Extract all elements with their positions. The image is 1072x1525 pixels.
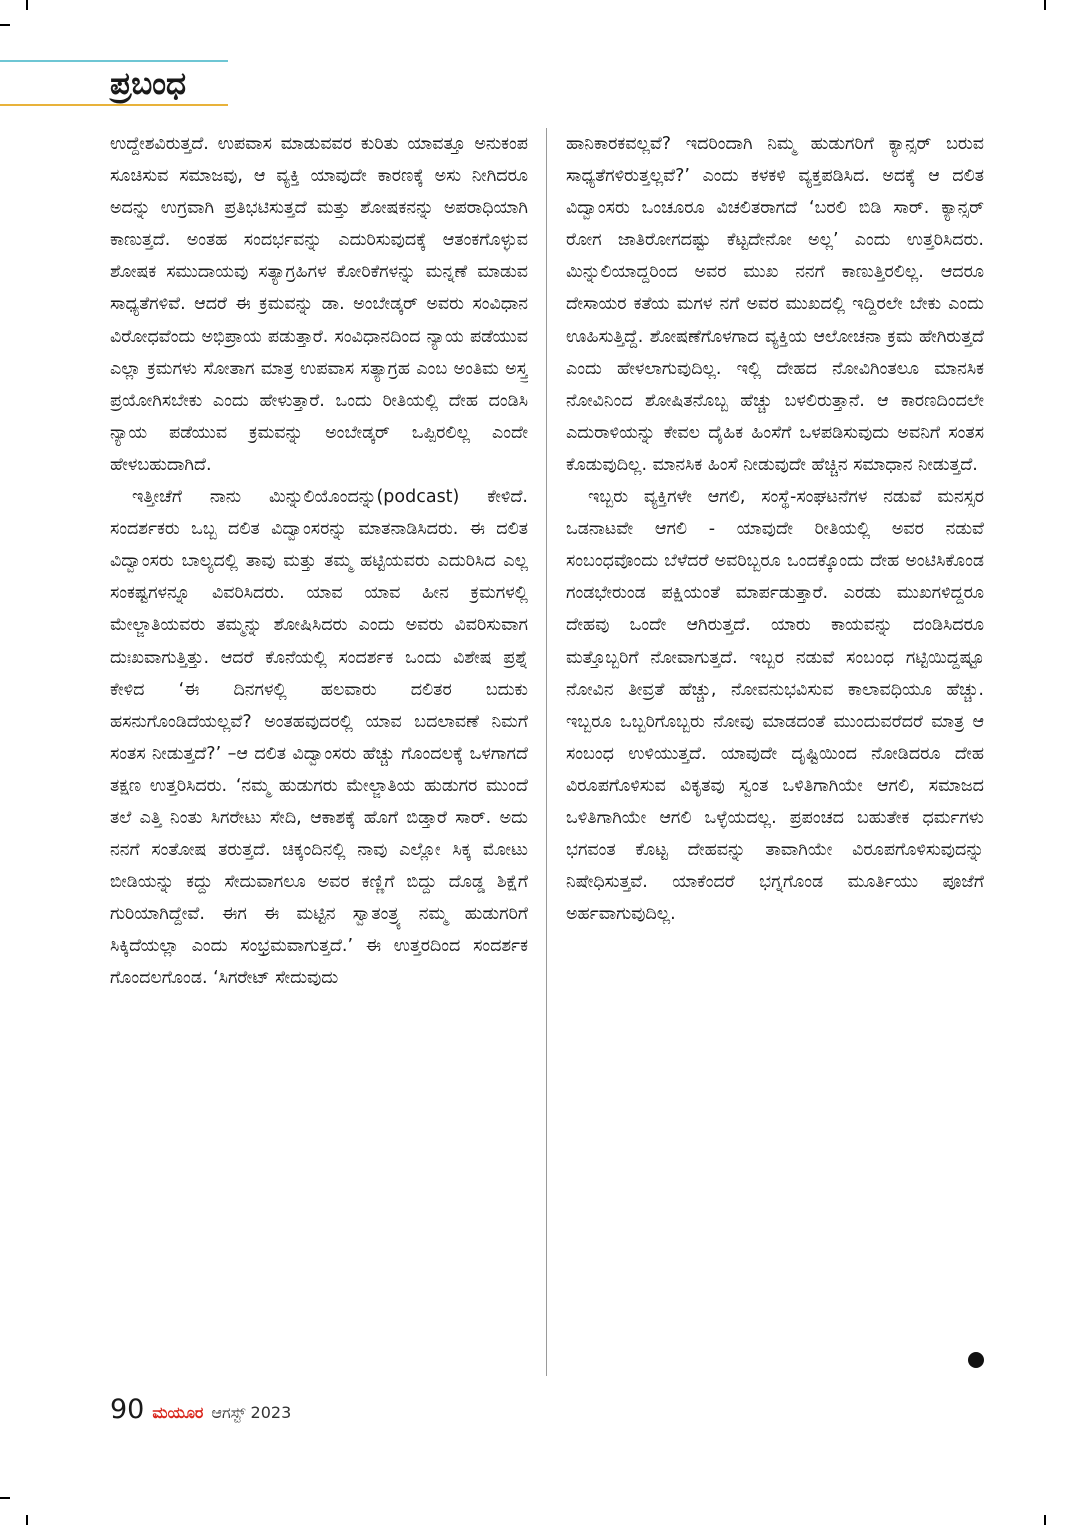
article-end-bullet-icon bbox=[968, 1352, 984, 1368]
article-paragraph: ಇಬ್ಬರು ವ್ಯಕ್ತಿಗಳೇ ಆಗಲಿ, ಸಂಸ್ಥೆ-ಸಂಘಟನೆಗಳ ನಡುವೆ ಮನಸ್ಸರ ಒಡನಾಟವೇ ಆಗಲಿ - ಯಾವುದೇ ರೀತಿಯಲ್ಲಿ ಅವರ ನಡುವೆ ಸಂಬಂಧವೊಂದು ಬೆಳೆದರೆ ಅವರಿಬ್ಬರೂ ಒಂದಕ್ಕೊಂದು ದೇಹ ಅಂಟಿಸಿಕೊಂಡ ಗಂಡಭೇರುಂಡ ಪಕ್ಷಿಯಂತೆ ಮಾರ್ಪಡುತ್ತಾರೆ. ಎರಡು ಮುಖಗಳಿದ್ದರೂ ದೇಹವು ಒಂದೇ ಆಗಿರುತ್ತದೆ. ಯಾರು ಕಾಯವನ್ನು ದಂಡಿಸಿದರೂ ಮತ್ತೊಬ್ಬರಿಗೆ ನೋವಾಗುತ್ತದೆ. ಇಬ್ಬರ ನಡುವೆ ಸಂಬಂಧ ಗಟ್ಟಿಯಿದ್ದಷ್ಟೂ ನೋವಿನ ತೀವ್ರತೆ ಹೆಚ್ಚು, ನೋವನುಭವಿಸುವ ಕಾಲಾವಧಿಯೂ ಹೆಚ್ಚು. ಇಬ್ಬರೂ ಒಬ್ಬರಿಗೊಬ್ಬರು ನೋವು ಮಾಡದಂತೆ ಮುಂದುವರೆದರೆ ಮಾತ್ರ ಆ ಸಂಬಂಧ ಉಳಿಯುತ್ತದೆ. ಯಾವುದೇ ದೃಷ್ಟಿಯಿಂದ ನೋಡಿದರೂ ದೇಹ ವಿರೂಪಗೊಳಿಸುವ ವಿಕೃತವು ಸ್ವಂತ ಒಳಿತಿಗಾಗಿಯೇ ಆಗಲಿ, ಸಮಾಜದ ಒಳಿತಿಗಾಗಿಯೇ ಆಗಲಿ ಒಳ್ಳೆಯದಲ್ಲ. ಪ್ರಪಂಚದ ಬಹುತೇಕ ಧರ್ಮಗಳು ಭಗವಂತ ಕೊಟ್ಟ ದೇಹವನ್ನು ತಾವಾಗಿಯೇ ವಿರೂಪಗೊಳಿಸುವುದನ್ನು ನಿಷೇಧಿಸುತ್ತವೆ. ಯಾಕೆಂದರೆ ಭಗ್ನಗೊಂಡ ಮೂರ್ತಿಯು ಪೂಜೆಗೆ ಅರ್ಹವಾಗುವುದಿಲ್ಲ. bbox=[566, 487, 984, 925]
page-number: 90 bbox=[110, 1394, 145, 1425]
header-rule-bottom bbox=[0, 104, 228, 106]
crop-mark bbox=[26, 0, 28, 10]
section-title: ಪ್ರಬಂಧ bbox=[110, 66, 186, 102]
page-footer bbox=[110, 1394, 291, 1428]
article-column-left bbox=[110, 128, 528, 1390]
column-divider bbox=[546, 128, 547, 1376]
article-column-right bbox=[566, 128, 984, 1390]
issue-date: ಆಗಸ್ಟ್ 2023 bbox=[211, 1403, 292, 1422]
crop-mark bbox=[1044, 1515, 1046, 1525]
article-paragraph: ಉದ್ದೇಶವಿರುತ್ತದೆ. ಉಪವಾಸ ಮಾಡುವವರ ಕುರಿತು ಯಾವತ್ತೂ ಅನುಕಂಪ ಸೂಚಿಸುವ ಸಮಾಜವು, ಆ ವ್ಯಕ್ತಿ ಯಾವುದೇ ಕಾರಣಕ್ಕೆ ಅಸು ನೀಗಿದರೂ ಅದನ್ನು ಉಗ್ರವಾಗಿ ಪ್ರತಿಭಟಿಸುತ್ತದೆ ಮತ್ತು ಶೋಷಕನನ್ನು ಅಪರಾಧಿಯಾಗಿ ಕಾಣುತ್ತದೆ. ಅಂತಹ ಸಂದರ್ಭವನ್ನು ಎದುರಿಸುವುದಕ್ಕೆ ಆತಂಕಗೊಳ್ಳುವ ಶೋಷಕ ಸಮುದಾಯವು ಸತ್ಯಾಗ್ರಹಿಗಳ ಕೋರಿಕೆಗಳನ್ನು ಮನ್ನಣೆ ಮಾಡುವ ಸಾಧ್ಯತೆಗಳಿವೆ. ಆದರೆ ಈ ಕ್ರಮವನ್ನು ಡಾ. ಅಂಬೇಡ್ಕರ್ ಅವರು ಸಂವಿಧಾನ ವಿರೋಧವೆಂದು ಅಭಿಪ್ರಾಯ ಪಡುತ್ತಾರೆ. ಸಂವಿಧಾನದಿಂದ ನ್ಯಾಯ ಪಡೆಯುವ ಎಲ್ಲಾ ಕ್ರಮಗಳು ಸೋತಾಗ ಮಾತ್ರ ಉಪವಾಸ ಸತ್ಯಾಗ್ರಹ ಎಂಬ ಅಂತಿಮ ಅಸ್ತ್ರ ಪ್ರಯೋಗಿಸಬೇಕು ಎಂದು ಹೇಳುತ್ತಾರೆ. ಒಂದು ರೀತಿಯಲ್ಲಿ ದೇಹ ದಂಡಿಸಿ ನ್ಯಾಯ ಪಡೆಯುವ ಕ್ರಮವನ್ನು ಅಂಬೇಡ್ಕರ್ ಒಪ್ಪಿರಲಿಲ್ಲ ಎಂದೇ ಹೇಳಬಹುದಾಗಿದೆ. bbox=[110, 134, 528, 475]
article-paragraph: ಇತ್ತೀಚೆಗೆ ನಾನು ಮಿನ್ನುಲಿಯೊಂದನ್ನು(podcast) ಕೇಳಿದೆ. ಸಂದರ್ಶಕರು ಒಬ್ಬ ದಲಿತ ವಿದ್ವಾಂಸರನ್ನು ಮಾತನಾಡಿಸಿದರು. ಈ ದಲಿತ ವಿದ್ವಾಂಸರು ಬಾಲ್ಯದಲ್ಲಿ ತಾವು ಮತ್ತು ತಮ್ಮ ಹಟ್ಟಿಯವರು ಎದುರಿಸಿದ ಎಲ್ಲ ಸಂಕಷ್ಟಗಳನ್ನೂ ವಿವರಿಸಿದರು. ಯಾವ ಯಾವ ಹೀನ ಕ್ರಮಗಳಲ್ಲಿ ಮೇಲ್ಜಾತಿಯವರು ತಮ್ಮನ್ನು ಶೋಷಿಸಿದರು ಎಂದು ಅವರು ವಿವರಿಸುವಾಗ ದುಃಖವಾಗುತ್ತಿತ್ತು. ಆದರೆ ಕೊನೆಯಲ್ಲಿ ಸಂದರ್ಶಕ ಒಂದು ವಿಶೇಷ ಪ್ರಶ್ನೆ ಕೇಳಿದ ‘ಈ ದಿನಗಳಲ್ಲಿ ಹಲವಾರು ದಲಿತರ ಬದುಕು ಹಸನುಗೊಂಡಿದೆಯಲ್ಲವೆ? ಅಂತಹವುದರಲ್ಲಿ ಯಾವ ಬದಲಾವಣೆ ನಿಮಗೆ ಸಂತಸ ನೀಡುತ್ತದೆ?’ –ಆ ದಲಿತ ವಿದ್ವಾಂಸರು ಹೆಚ್ಚು ಗೊಂದಲಕ್ಕೆ ಒಳಗಾಗದೆ ತಕ್ಷಣ ಉತ್ತರಿಸಿದರು. ‘ನಮ್ಮ ಹುಡುಗರು ಮೇಲ್ಜಾತಿಯ ಹುಡುಗರ ಮುಂದೆ ತಲೆ ಎತ್ತಿ ನಿಂತು ಸಿಗರೇಟು ಸೇದಿ, ಆಕಾಶಕ್ಕೆ ಹೊಗೆ ಬಿಡ್ತಾರೆ ಸಾರ್. ಅದು ನನಗೆ ಸಂತೋಷ ತರುತ್ತದೆ. ಚಿಕ್ಕಂದಿನಲ್ಲಿ ನಾವು ಎಲ್ಲೋ ಸಿಕ್ಕ ಮೋಟು ಬೀಡಿಯನ್ನು ಕದ್ದು ಸೇದುವಾಗಲೂ ಅವರ ಕಣ್ಣಿಗೆ ಬಿದ್ದು ದೊಡ್ಡ ಶಿಕ್ಷೆಗೆ ಗುರಿಯಾಗಿದ್ದೇವೆ. ಈಗ ಈ ಮಟ್ಟಿನ ಸ್ವಾತಂತ್ರ್ಯ ನಮ್ಮ ಹುಡುಗರಿಗೆ ಸಿಕ್ಕಿದೆಯಲ್ಲಾ ಎಂದು ಸಂಭ್ರಮವಾಗುತ್ತದೆ.’ ಈ ಉತ್ತರದಿಂದ ಸಂದರ್ಶಕ ಗೊಂದಲಗೊಂಡ. ‘ಸಿಗರೇಟ್ ಸೇದುವುದು bbox=[110, 487, 528, 989]
crop-mark bbox=[0, 1497, 10, 1499]
crop-mark bbox=[1044, 0, 1046, 10]
header-rule-top bbox=[0, 60, 228, 62]
article-paragraph: ಹಾನಿಕಾರಕವಲ್ಲವೆ? ಇದರಿಂದಾಗಿ ನಿಮ್ಮ ಹುಡುಗರಿಗೆ ಕ್ಯಾನ್ಸರ್ ಬರುವ ಸಾಧ್ಯತೆಗಳಿರುತ್ತಲ್ಲವೆ?’ ಎಂದು ಕಳಕಳಿ ವ್ಯಕ್ತಪಡಿಸಿದ. ಅದಕ್ಕೆ ಆ ದಲಿತ ವಿದ್ವಾಂಸರು ಒಂಚೂರೂ ವಿಚಲಿತರಾಗದೆ ‘ಬರಲಿ ಬಿಡಿ ಸಾರ್. ಕ್ಯಾನ್ಸರ್ ರೋಗ ಜಾತಿರೋಗದಷ್ಟು ಕೆಟ್ಟದೇನೋ ಅಲ್ಲ’ ಎಂದು ಉತ್ತರಿಸಿದರು. ಮಿನ್ನುಲಿಯಾದ್ದರಿಂದ ಅವರ ಮುಖ ನನಗೆ ಕಾಣುತ್ತಿರಲಿಲ್ಲ. ಆದರೂ ದೇಸಾಯರ ಕತೆಯ ಮಗಳ ನಗೆ ಅವರ ಮುಖದಲ್ಲಿ ಇದ್ದಿರಲೇ ಬೇಕು ಎಂದು ಊಹಿಸುತ್ತಿದ್ದೆ. ಶೋಷಣೆಗೊಳಗಾದ ವ್ಯಕ್ತಿಯ ಆಲೋಚನಾ ಕ್ರಮ ಹೇಗಿರುತ್ತದೆ ಎಂದು ಹೇಳಲಾಗುವುದಿಲ್ಲ. ಇಲ್ಲಿ ದೇಹದ ನೋವಿಗಿಂತಲೂ ಮಾನಸಿಕ ನೋವಿನಿಂದ ಶೋಷಿತನೊಬ್ಬ ಹೆಚ್ಚು ಬಳಲಿರುತ್ತಾನೆ. ಆ ಕಾರಣದಿಂದಲೇ ಎದುರಾಳಿಯನ್ನು ಕೇವಲ ದೈಹಿಕ ಹಿಂಸೆಗೆ ಒಳಪಡಿಸುವುದು ಅವನಿಗೆ ಸಂತಸ ಕೊಡುವುದಿಲ್ಲ. ಮಾನಸಿಕ ಹಿಂಸೆ ನೀಡುವುದೇ ಹೆಚ್ಚಿನ ಸಮಾಧಾನ ನೀಡುತ್ತದೆ. bbox=[566, 134, 984, 475]
magazine-logo: ಮಯೂರ bbox=[152, 1403, 204, 1422]
crop-mark bbox=[26, 1515, 28, 1525]
crop-mark bbox=[0, 24, 10, 26]
